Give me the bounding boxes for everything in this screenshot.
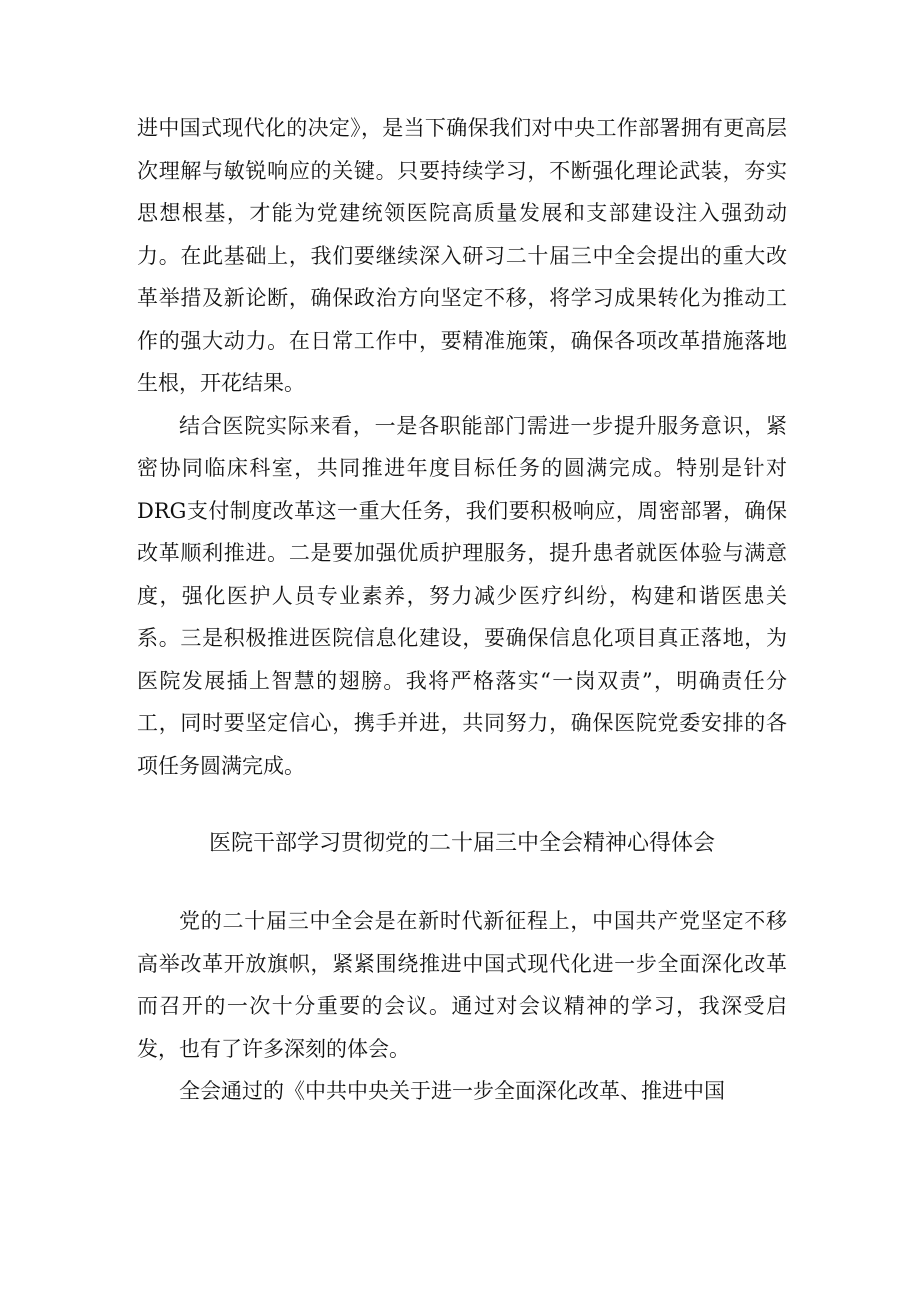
paragraph-intro: 党的二十届三中全会是在新时代新征程上，中国共产党坚定不移高举改革开放旗帜，紧紧围绕推进中国式现代化进一步全面深化改革而召开的一次十分重要的会议。通过对会议精神的学习，我深受启发，也有了许多深刻的体会。 (137, 909, 787, 1061)
paragraph-continuation: 进中国式现代化的决定》，是当下确保我们对中央工作部署拥有更高层次理解与敏锐响应的关键。只要持续学习，不断强化理论武装，夯实思想根基，才能为党建统领医院高质量发展和支部建设注入强劲动力。在此基础上，我们要继续深入研习二十届三中全会提出的重大改革举措及新论断，确保政治方向坚定不移，将学习成果转化为推动工作的强大动力。在日常工作中，要精准施策，确保各项改革措施落地生根，开花结果。 (137, 116, 787, 395)
article-title: 医院干部学习贯彻党的二十届三中全会精神心得体会 (208, 831, 715, 856)
paragraph-decision: 全会通过的《中共中央关于进一步全面深化改革、推进中国 (179, 1079, 725, 1103)
paragraph-hospital-practice: 结合医院实际来看，一是各职能部门需进一步提升服务意识，紧密协同临床科室，共同推进年度目标任务的圆满完成。特别是针对DRG支付制度改革这一重大任务，我们要积极响应，周密部署，确保改革顺利推进。二是要加强优质护理服务，提升患者就医体验与满意度，强化医护人员专业素养，努力减少医疗纠纷，构建和谐医患关系。三是积极推进医院信息化建设，要确保信息化项目真正落地，为医院发展插上智慧的翅膀。我将严格落实“一岗双责”，明确责任分工，同时要坚定信心，携手并进，共同努力，确保医院党委安排的各项任务圆满完成。 (137, 413, 787, 778)
document-body (137, 107, 787, 1113)
